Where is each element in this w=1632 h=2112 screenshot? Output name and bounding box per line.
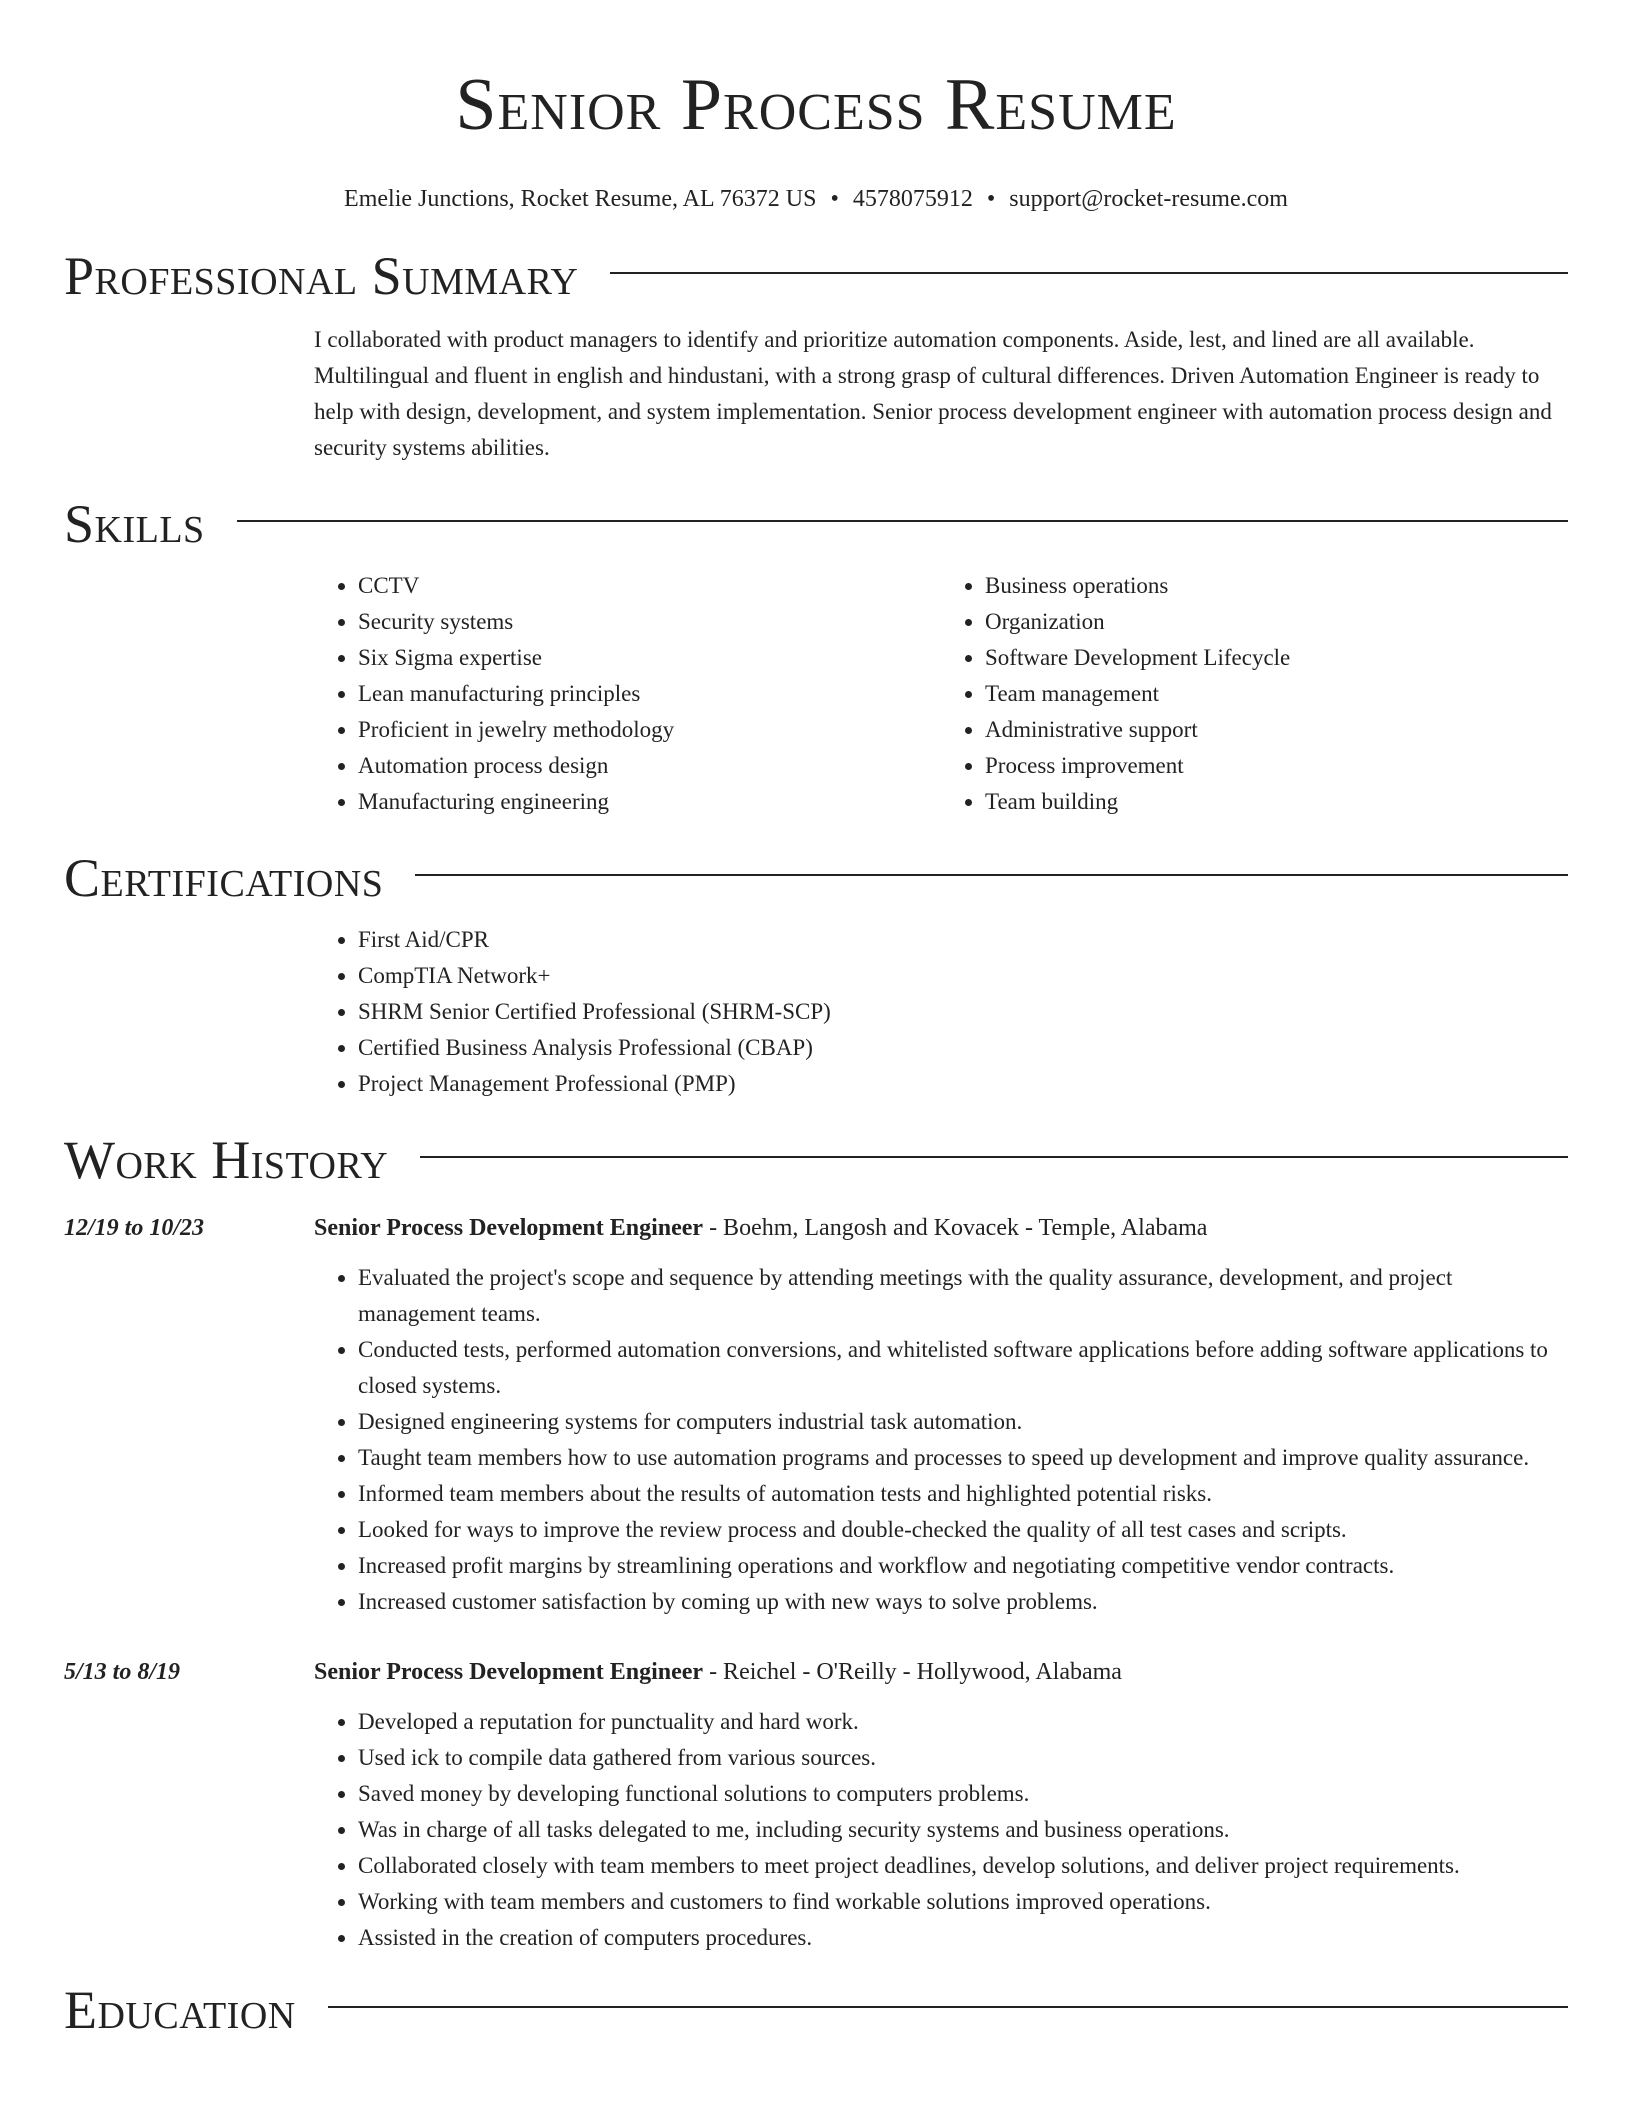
resume-title: Senior Process Resume	[455, 64, 1177, 146]
job-bullet: • Assisted in the creation of computers procedures.	[358, 1920, 1568, 1956]
skill-item: • Automation process design	[358, 748, 941, 784]
job-company: - Boehm, Langosh and Kovacek - Temple, Alabama	[703, 1215, 1208, 1241]
section-divider	[415, 874, 1568, 876]
skill-item: • Software Development Lifecycle	[985, 640, 1568, 676]
job-entry	[64, 1210, 1568, 1620]
education-section	[64, 1978, 1568, 2042]
job-title: Senior Process Development Engineer	[314, 1659, 704, 1685]
section-divider	[237, 520, 1568, 522]
certifications-section	[64, 846, 1568, 1102]
certifications-heading-row	[64, 846, 1568, 910]
contact-separator: •	[986, 186, 996, 212]
skills-list-right	[941, 568, 1568, 820]
job-company: - Reichel - O'Reilly - Hollywood, Alabama	[703, 1659, 1122, 1685]
job-bullet: • Conducted tests, performed automation conversions, and whitelisted software applications before adding software applications to closed systems.	[358, 1332, 1568, 1404]
skill-item: • Administrative support	[985, 712, 1568, 748]
job-bullet: • Increased profit margins by streamlining operations and workflow and negotiating competitive vendor contracts.	[358, 1548, 1568, 1584]
job-bullet: • Was in charge of all tasks delegated to me, including security systems and business operations.	[358, 1812, 1568, 1848]
summary-body	[314, 322, 1568, 466]
email: support@rocket-resume.com	[1009, 186, 1288, 212]
certifications-list	[314, 922, 1568, 1102]
job-entry	[64, 1654, 1568, 1956]
job-bullet: • Looked for ways to improve the review process and double-checked the quality of all test cases and scripts.	[358, 1512, 1568, 1548]
job-bullet: • Developed a reputation for punctuality and hard work.	[358, 1704, 1568, 1740]
summary-text: I collaborated with product managers to identify and prioritize automation components. Aside, lest, and lined are all available. Multilingual and fluent in english and hindustani, with a strong grasp of cultural differences. Driven Automation Engineer is ready to help with design, development, and system implementation. Senior process development engineer with automation process design and security systems abilities.	[314, 327, 1552, 460]
skill-item: • Manufacturing engineering	[358, 784, 941, 820]
certification-item: • SHRM Senior Certified Professional (SHRM-SCP)	[358, 994, 1568, 1030]
skills-body	[314, 568, 1568, 820]
certification-item: • Certified Business Analysis Professional (CBAP)	[358, 1030, 1568, 1066]
job-bullet: • Saved money by developing functional solutions to computers problems.	[358, 1776, 1568, 1812]
skill-item: • Team building	[985, 784, 1568, 820]
job-bullets	[314, 1704, 1568, 1956]
job-bullet: • Informed team members about the results of automation tests and highlighted potential risks.	[358, 1476, 1568, 1512]
section-divider	[610, 272, 1568, 274]
section-divider	[420, 1156, 1568, 1158]
job-bullet: • Collaborated closely with team members to meet project deadlines, develop solutions, and deliver project requirements.	[358, 1848, 1568, 1884]
skill-item: • CCTV	[358, 568, 941, 604]
contact-separator: •	[830, 186, 839, 212]
skill-item: • Business operations	[985, 568, 1568, 604]
certifications-body	[314, 922, 1568, 1102]
skill-item: • Six Sigma expertise	[358, 640, 941, 676]
summary-heading-row	[64, 244, 1568, 308]
skill-item: • Proficient in jewelry methodology	[358, 712, 941, 748]
job-bullet: • Designed engineering systems for computers industrial task automation.	[358, 1404, 1568, 1440]
skill-item: • Organization	[985, 604, 1568, 640]
summary-heading: Professional Summary	[64, 246, 579, 306]
skill-item: • Lean manufacturing principles	[358, 676, 941, 712]
education-heading-row	[64, 1978, 1568, 2042]
skills-heading-row	[64, 492, 1568, 556]
contact-line	[64, 184, 1568, 214]
job-title: Senior Process Development Engineer	[314, 1215, 704, 1241]
work-heading: Work History	[64, 1130, 389, 1190]
skill-item: • Team management	[985, 676, 1568, 712]
job-bullets	[314, 1260, 1568, 1620]
job-dates: 5/13 to 8/19	[64, 1659, 181, 1685]
job-bullet: • Used ick to compile data gathered from various sources.	[358, 1740, 1568, 1776]
phone: 4578075912	[852, 186, 973, 212]
skills-section	[64, 492, 1568, 820]
skills-heading: Skills	[64, 494, 205, 554]
skills-list-left	[314, 568, 941, 820]
skill-item: • Process improvement	[985, 748, 1568, 784]
job-dates: 12/19 to 10/23	[64, 1215, 205, 1241]
job-title-line	[314, 1654, 1568, 1690]
job-details	[314, 1210, 1568, 1620]
address: Emelie Junctions, Rocket Resume, AL 76372 US	[344, 186, 817, 212]
job-bullet: • Working with team members and customers to find workable solutions improved operations.	[358, 1884, 1568, 1920]
section-divider	[328, 2006, 1568, 2008]
certifications-heading: Certifications	[64, 848, 384, 908]
education-heading: Education	[64, 1980, 296, 2040]
work-section	[64, 1128, 1568, 1956]
job-bullet: • Taught team members how to use automation programs and processes to speed up development and improve quality assurance.	[358, 1440, 1568, 1476]
certification-item: • Project Management Professional (PMP)	[358, 1066, 1568, 1102]
skill-item: • Security systems	[358, 604, 941, 640]
job-details	[314, 1654, 1568, 1956]
skills-grid	[314, 568, 1568, 820]
job-bullet: • Evaluated the project's scope and sequence by attending meetings with the quality assurance, development, and project management teams.	[358, 1260, 1568, 1332]
job-bullet: • Increased customer satisfaction by coming up with new ways to solve problems.	[358, 1584, 1568, 1620]
work-heading-row	[64, 1128, 1568, 1192]
summary-section	[64, 244, 1568, 466]
certification-item: • CompTIA Network+	[358, 958, 1568, 994]
job-title-line	[314, 1210, 1568, 1246]
certification-item: • First Aid/CPR	[358, 922, 1568, 958]
